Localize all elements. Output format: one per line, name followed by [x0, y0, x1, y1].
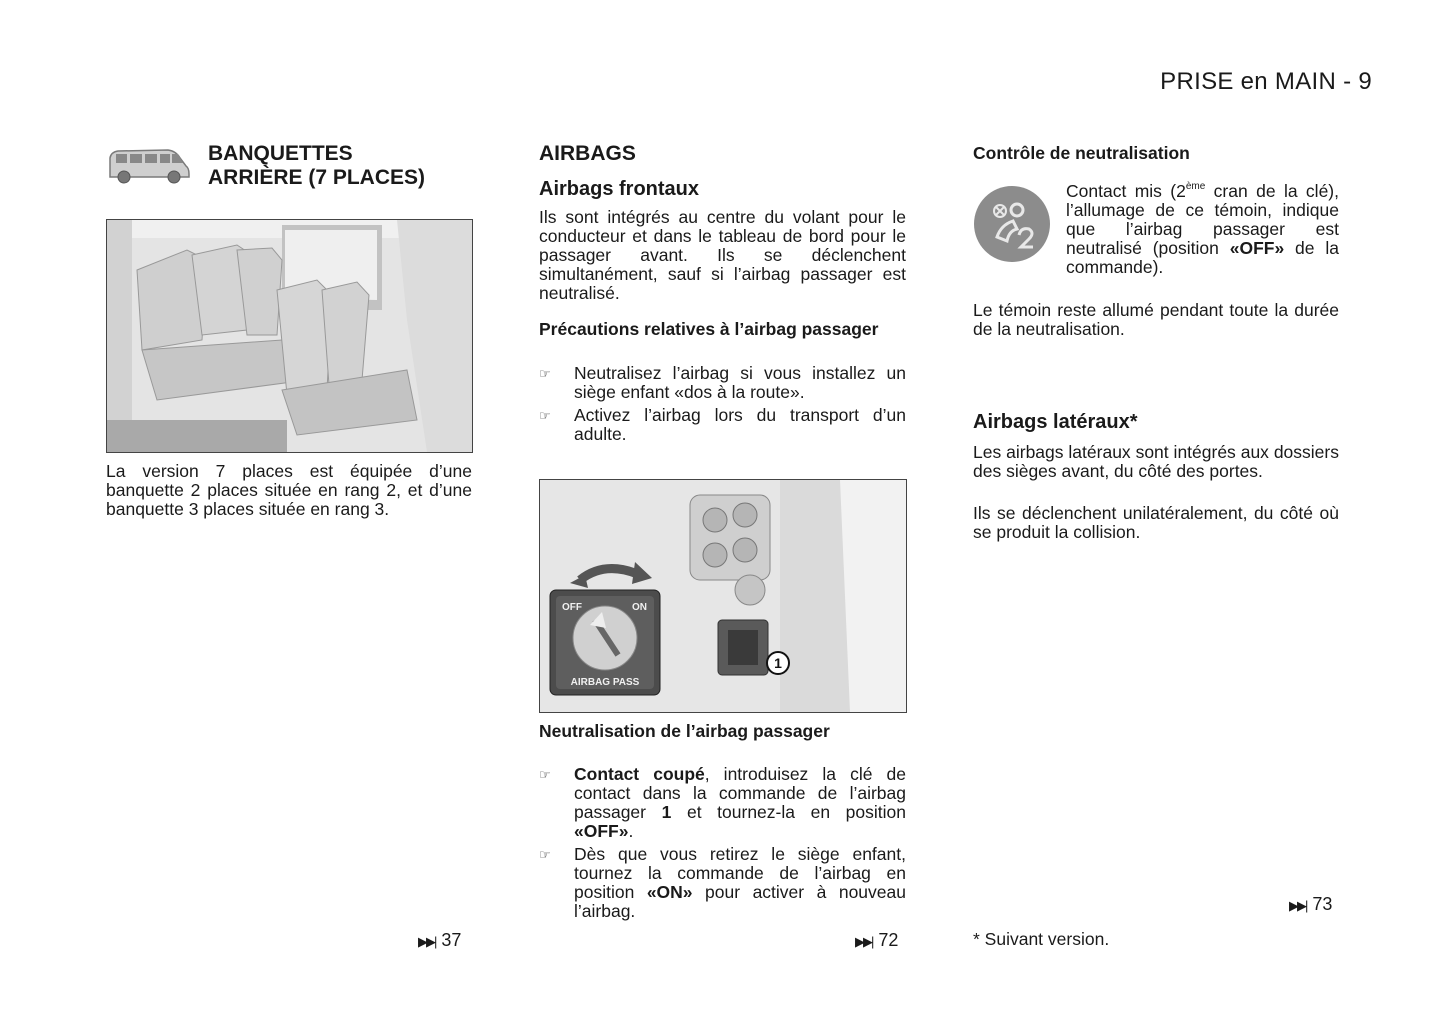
- list-item: ☞ Activez l’airbag lors du transport d’un adulte.: [539, 405, 906, 444]
- page-ref-number: 37: [441, 930, 462, 950]
- pointing-hand-icon: ☞: [539, 408, 551, 423]
- page-ref-37[interactable]: [418, 930, 461, 951]
- page-ref-number: 72: [878, 930, 899, 950]
- lateral-airbags-title: Airbags latéraux*: [973, 411, 1138, 433]
- frontal-airbags-title: Airbags frontaux: [539, 178, 700, 200]
- control-paragraph: Contact mis (2ème cran de la clé), l’allumage de ce témoin, indique que l’airbag passager est neutralisé (position «OFF» de la commande).: [1066, 181, 1339, 277]
- neutralisation-list: [539, 761, 906, 921]
- control-title: Contrôle de neutralisation: [973, 143, 1190, 163]
- section-title-line2: ARRIÈRE (7 PLACES): [208, 166, 426, 189]
- airbag-off-warning-icon: [973, 185, 1051, 263]
- airbag-switch-photo: [539, 479, 907, 713]
- neutralisation-title: Neutralisation de l’airbag passager: [539, 721, 830, 741]
- lamp-paragraph: Le témoin reste allumé pendant toute la durée de la neutralisation.: [973, 300, 1339, 339]
- on-label: ON: [632, 602, 647, 613]
- airbags-title: AIRBAGS: [539, 142, 636, 165]
- list-item: ☞ Contact coupé, introduisez la clé de contact dans la commande de l’airbag passager 1 et tournez-la en position «OFF».: [539, 764, 906, 841]
- next-page-icon: ▶▶|: [418, 934, 436, 949]
- page-ref-72[interactable]: [855, 930, 898, 951]
- page-ref-number: 73: [1312, 894, 1333, 914]
- pointing-hand-icon: ☞: [539, 366, 551, 381]
- off-label: OFF: [562, 602, 582, 613]
- seats-paragraph: La version 7 places est équipée d’une banquette 2 places située en rang 2, et d’une banquette 3 places située en rang 3.: [106, 461, 472, 519]
- next-page-icon: ▶▶|: [855, 934, 873, 949]
- pointing-hand-icon: ☞: [539, 767, 551, 782]
- rear-seats-photo: [106, 219, 473, 453]
- minivan-icon: [106, 144, 190, 186]
- precautions-list: [539, 360, 906, 444]
- pointing-hand-icon: ☞: [539, 847, 551, 862]
- callout-1-label: 1: [774, 655, 782, 671]
- section-title-line1: BANQUETTES: [208, 142, 353, 165]
- precautions-title: Précautions relatives à l’airbag passager: [539, 319, 879, 339]
- footnote: * Suivant version.: [973, 929, 1110, 949]
- frontal-intro: Ils sont intégrés au centre du volant pour le conducteur et dans le tableau de bord pour le passager avant. Ils se déclenchent simultanément, sauf si l’airbag passager est neutralisé.: [539, 207, 906, 303]
- next-page-icon: ▶▶|: [1289, 898, 1307, 913]
- list-item: ☞ Neutralisez l’airbag si vous installez un siège enfant «dos à la route».: [539, 363, 906, 402]
- page-header-title: PRISE en MAIN - 9: [1160, 68, 1372, 95]
- lateral-paragraph-1: Les airbags latéraux sont intégrés aux dossiers des sièges avant, du côté des portes.: [973, 442, 1339, 481]
- airbag-pass-label: AIRBAG PASS: [570, 677, 640, 688]
- list-item: ☞ Dès que vous retirez le siège enfant, tournez la commande de l’airbag en position «ON» pour activer à nouveau l’airbag.: [539, 844, 906, 921]
- page-ref-73[interactable]: [1289, 894, 1332, 915]
- lateral-paragraph-2: Ils se déclenchent unilatéralement, du côté où se produit la collision.: [973, 503, 1339, 542]
